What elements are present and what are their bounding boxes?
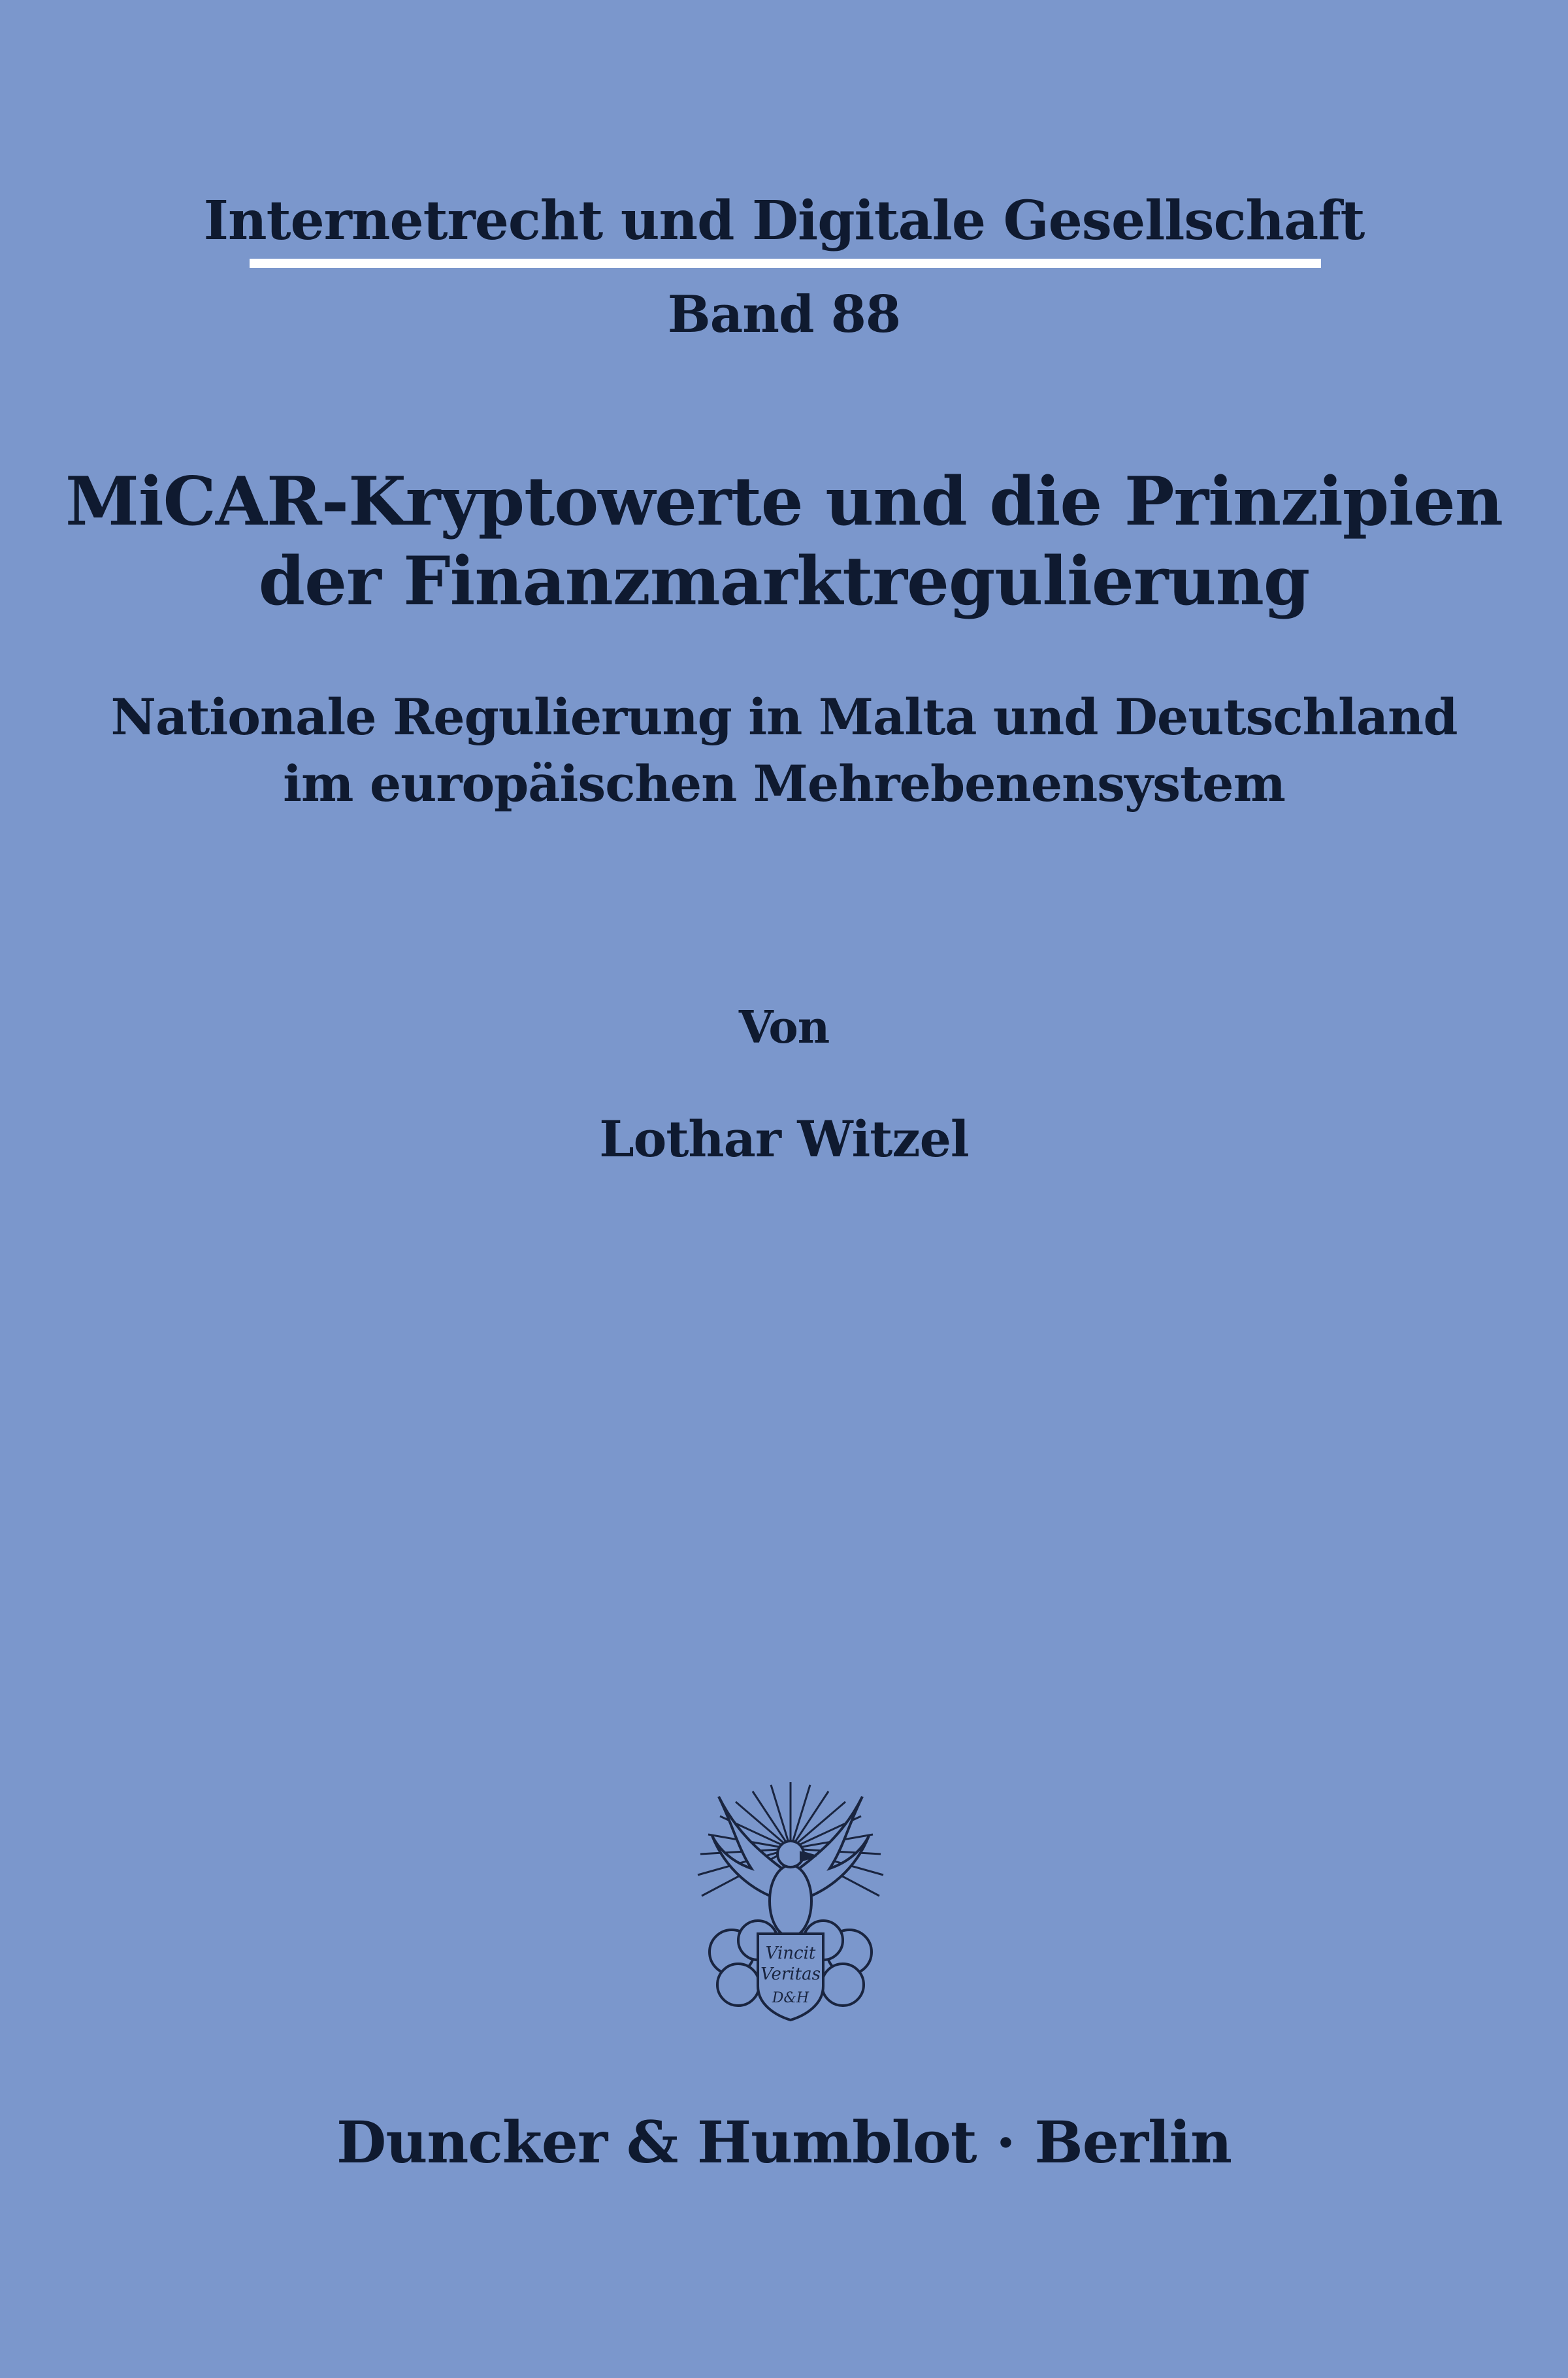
book-subtitle-line-2: im europäischen Mehrebenensystem xyxy=(283,755,1285,813)
book-title-line-1: MiCAR-Kryptowerte und die Prinzipien xyxy=(65,463,1503,541)
author-name: Lothar Witzel xyxy=(599,1110,969,1168)
publisher-imprint: Duncker & Humblot · Berlin xyxy=(336,2108,1232,2176)
series-title: Internetrecht und Digitale Gesellschaft xyxy=(203,189,1365,252)
motto-shield-icon xyxy=(758,1934,823,2020)
logo-initials: D&H xyxy=(772,1990,809,2006)
by-label: Von xyxy=(738,1002,830,1054)
series-rule xyxy=(250,259,1321,268)
book-subtitle-line-1: Nationale Regulierung in Malta und Deutschland xyxy=(110,688,1458,746)
book-title-line-2: der Finanzmarktregulierung xyxy=(258,542,1310,621)
logo-motto-line-1: Vincit xyxy=(765,1944,816,1963)
eagle-logo-icon xyxy=(693,1777,889,2025)
volume-number: Band 88 xyxy=(667,285,901,344)
logo-motto-line-2: Veritas xyxy=(760,1964,821,1984)
